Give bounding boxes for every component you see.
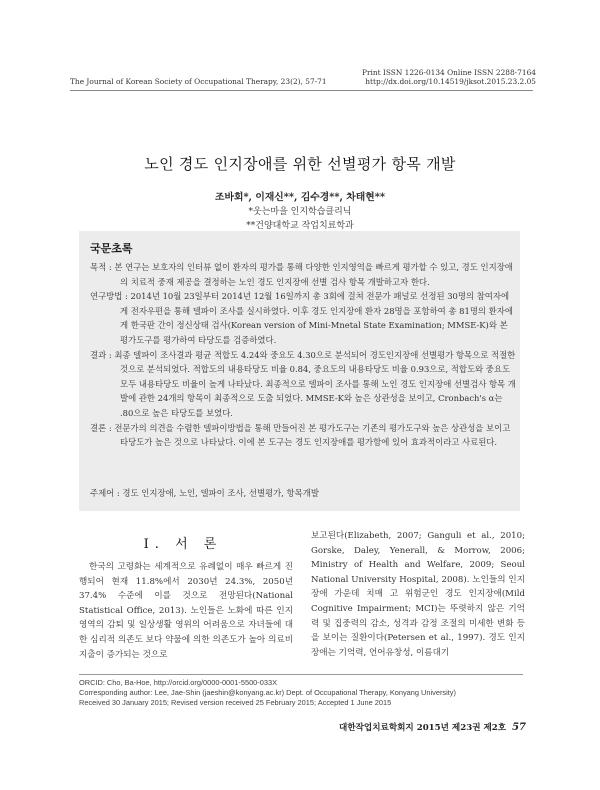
footnote-rule: [79, 674, 523, 675]
abstract-heading: 국문초록: [90, 242, 133, 255]
footnote-orcid: ORCID: Cho, Ba-Hoe, http://orcid.org/0000-0001-5500-033X: [79, 678, 278, 687]
doi-link[interactable]: http://dx.doi.org/10.14519/jksot.2015.23.2.05: [365, 77, 536, 86]
issn-line: Print ISSN 1226-0134 Online ISSN 2288-7164: [361, 68, 536, 77]
footnote-corresponding: Corresponding author: Lee, Jae-Shin (jaeshin@konyang.ac.kr) Dept. of Occupational Therapy, Konyang University): [79, 688, 456, 698]
section-title: Ⅰ. 서 론: [143, 537, 223, 552]
intro-paragraph-right: 보고된다(Elizabeth, 2007; Ganguli et al., 2010; Gorske, Daley, Yenerall, & Morrow, 2006; Ministry of Health and Welfare, 2009; Seoul National University Hospital, 2008). 노인들의 인지장애 가운데 치매 고 위험군인 경도 인지장애(Mild Cognitive Impairment; MCI)는 뚜렷하지 않은 기억력 및 집중력의 감소, 성격과 감정 조절의 미세한 변화 등을 보이는 질환이다(Petersen et al., 1997). 경도 인지장애는 기억력, 언어유창성, 이름대기: [311, 531, 525, 658]
body-column-right: [311, 529, 525, 660]
footer-journal: 대한작업치료학회지 2015년 제23권 제2호: [339, 723, 507, 733]
affiliation-1: *웃는마을 인지학습클리닉: [248, 207, 352, 217]
intro-paragraph-left: 한국의 고령화는 세계적으로 유례없이 매우 빠르게 진행되어 현재 11.8%에서 2030년 24.3%, 2050년 37.4% 수준에 이를 것으로 전망된다(National Statistical Office, 2013). 노인들은 노화에 따른 인지영역의 감퇴 및 일상생활 영위의 어려움으로 자녀들에 대한 심리적 의존도 보다 약물에 의한 의존도가 높아 의료비 지출이 증가되는 것으로: [79, 562, 293, 660]
abstract-methods: 연구방법 : 2014년 10월 23일부터 2014년 12월 16일까지 총 3회에 걸쳐 전문가 패널로 선정된 30명의 참여자에게 전자우편을 통해 델파이 조사를 실시하였다. 이후 경도 인지장애 환자 28명을 포함하여 총 81명의 환자에게 한국판 간이 정신상태 검사(Korean version of Mini-Mnetal State Examination; MMSE-K)와 본 평가도구를 평가하여 타당도를 검증하였다.: [90, 291, 513, 345]
abstract-results: 결과 : 최종 델파이 조사결과 평균 적합도 4.24와 중요도 4.30으로 분석되어 경도인지장애 선별평가 항목으로 적절한 것으로 분석되었다. 적합도의 내용타당도 비율 0.84, 중요도의 내용타당도 비율 0.93으로, 적합도와 중요도 모두 내용타당도 비율이 높게 나타났다. 최종적으로 델파이 조사를 통해 노인 경도 인지장애 선별검사 항목 개발에 관한 24개의 항목이 최종적으로 도출 되었다. MMSE-K와 높은 상관성을 보이고, Cronbach's α는 .80으로 높은 타당도를 보였다.: [90, 349, 516, 418]
abstract-body: [90, 260, 516, 450]
footnotes: [79, 678, 529, 709]
page-number: 57: [512, 722, 526, 733]
keywords: 주제어 : 경도 인지장애, 노인, 델파이 조사, 선별평가, 항목개발: [90, 488, 319, 498]
journal-citation: The Journal of Korean Society of Occupational Therapy, 23(2), 57-71: [70, 77, 327, 86]
abstract-purpose: 목적 : 본 연구는 보호자의 인터뷰 없이 환자의 평가를 통해 다양한 인지영역을 빠르게 평가할 수 있고, 경도 인지장애의 치료적 중재 제공을 결정하는 노인 경도 인지장애 선별 검사 항목 개발하고자 한다.: [90, 262, 513, 287]
authors: 조바회*, 이재신**, 김수경**, 차태현**: [215, 192, 385, 203]
page-footer: [339, 721, 526, 733]
header-rule: [70, 90, 533, 91]
body-column-left: [79, 560, 293, 662]
footnote-dates: Received 30 January 2015; Revised version received 25 February 2015; Accepted 1 June 2015: [79, 698, 392, 708]
page-title: 노인 경도 인지장애를 위한 선별평가 항목 개발: [144, 155, 456, 173]
abstract-conclusion: 결론 : 전문가의 의견을 수렴한 델파이방법을 통해 만들어진 본 평가도구는 기존의 평가도구와 높은 상관성을 보이고 타당도가 높은 것으로 나타났다. 이에 본 도구는 경도 인지장애를 평가함에 있어 효과적이라고 사료된다.: [90, 422, 511, 448]
affiliation-2: **건양대학교 작업치료학과: [246, 221, 354, 231]
